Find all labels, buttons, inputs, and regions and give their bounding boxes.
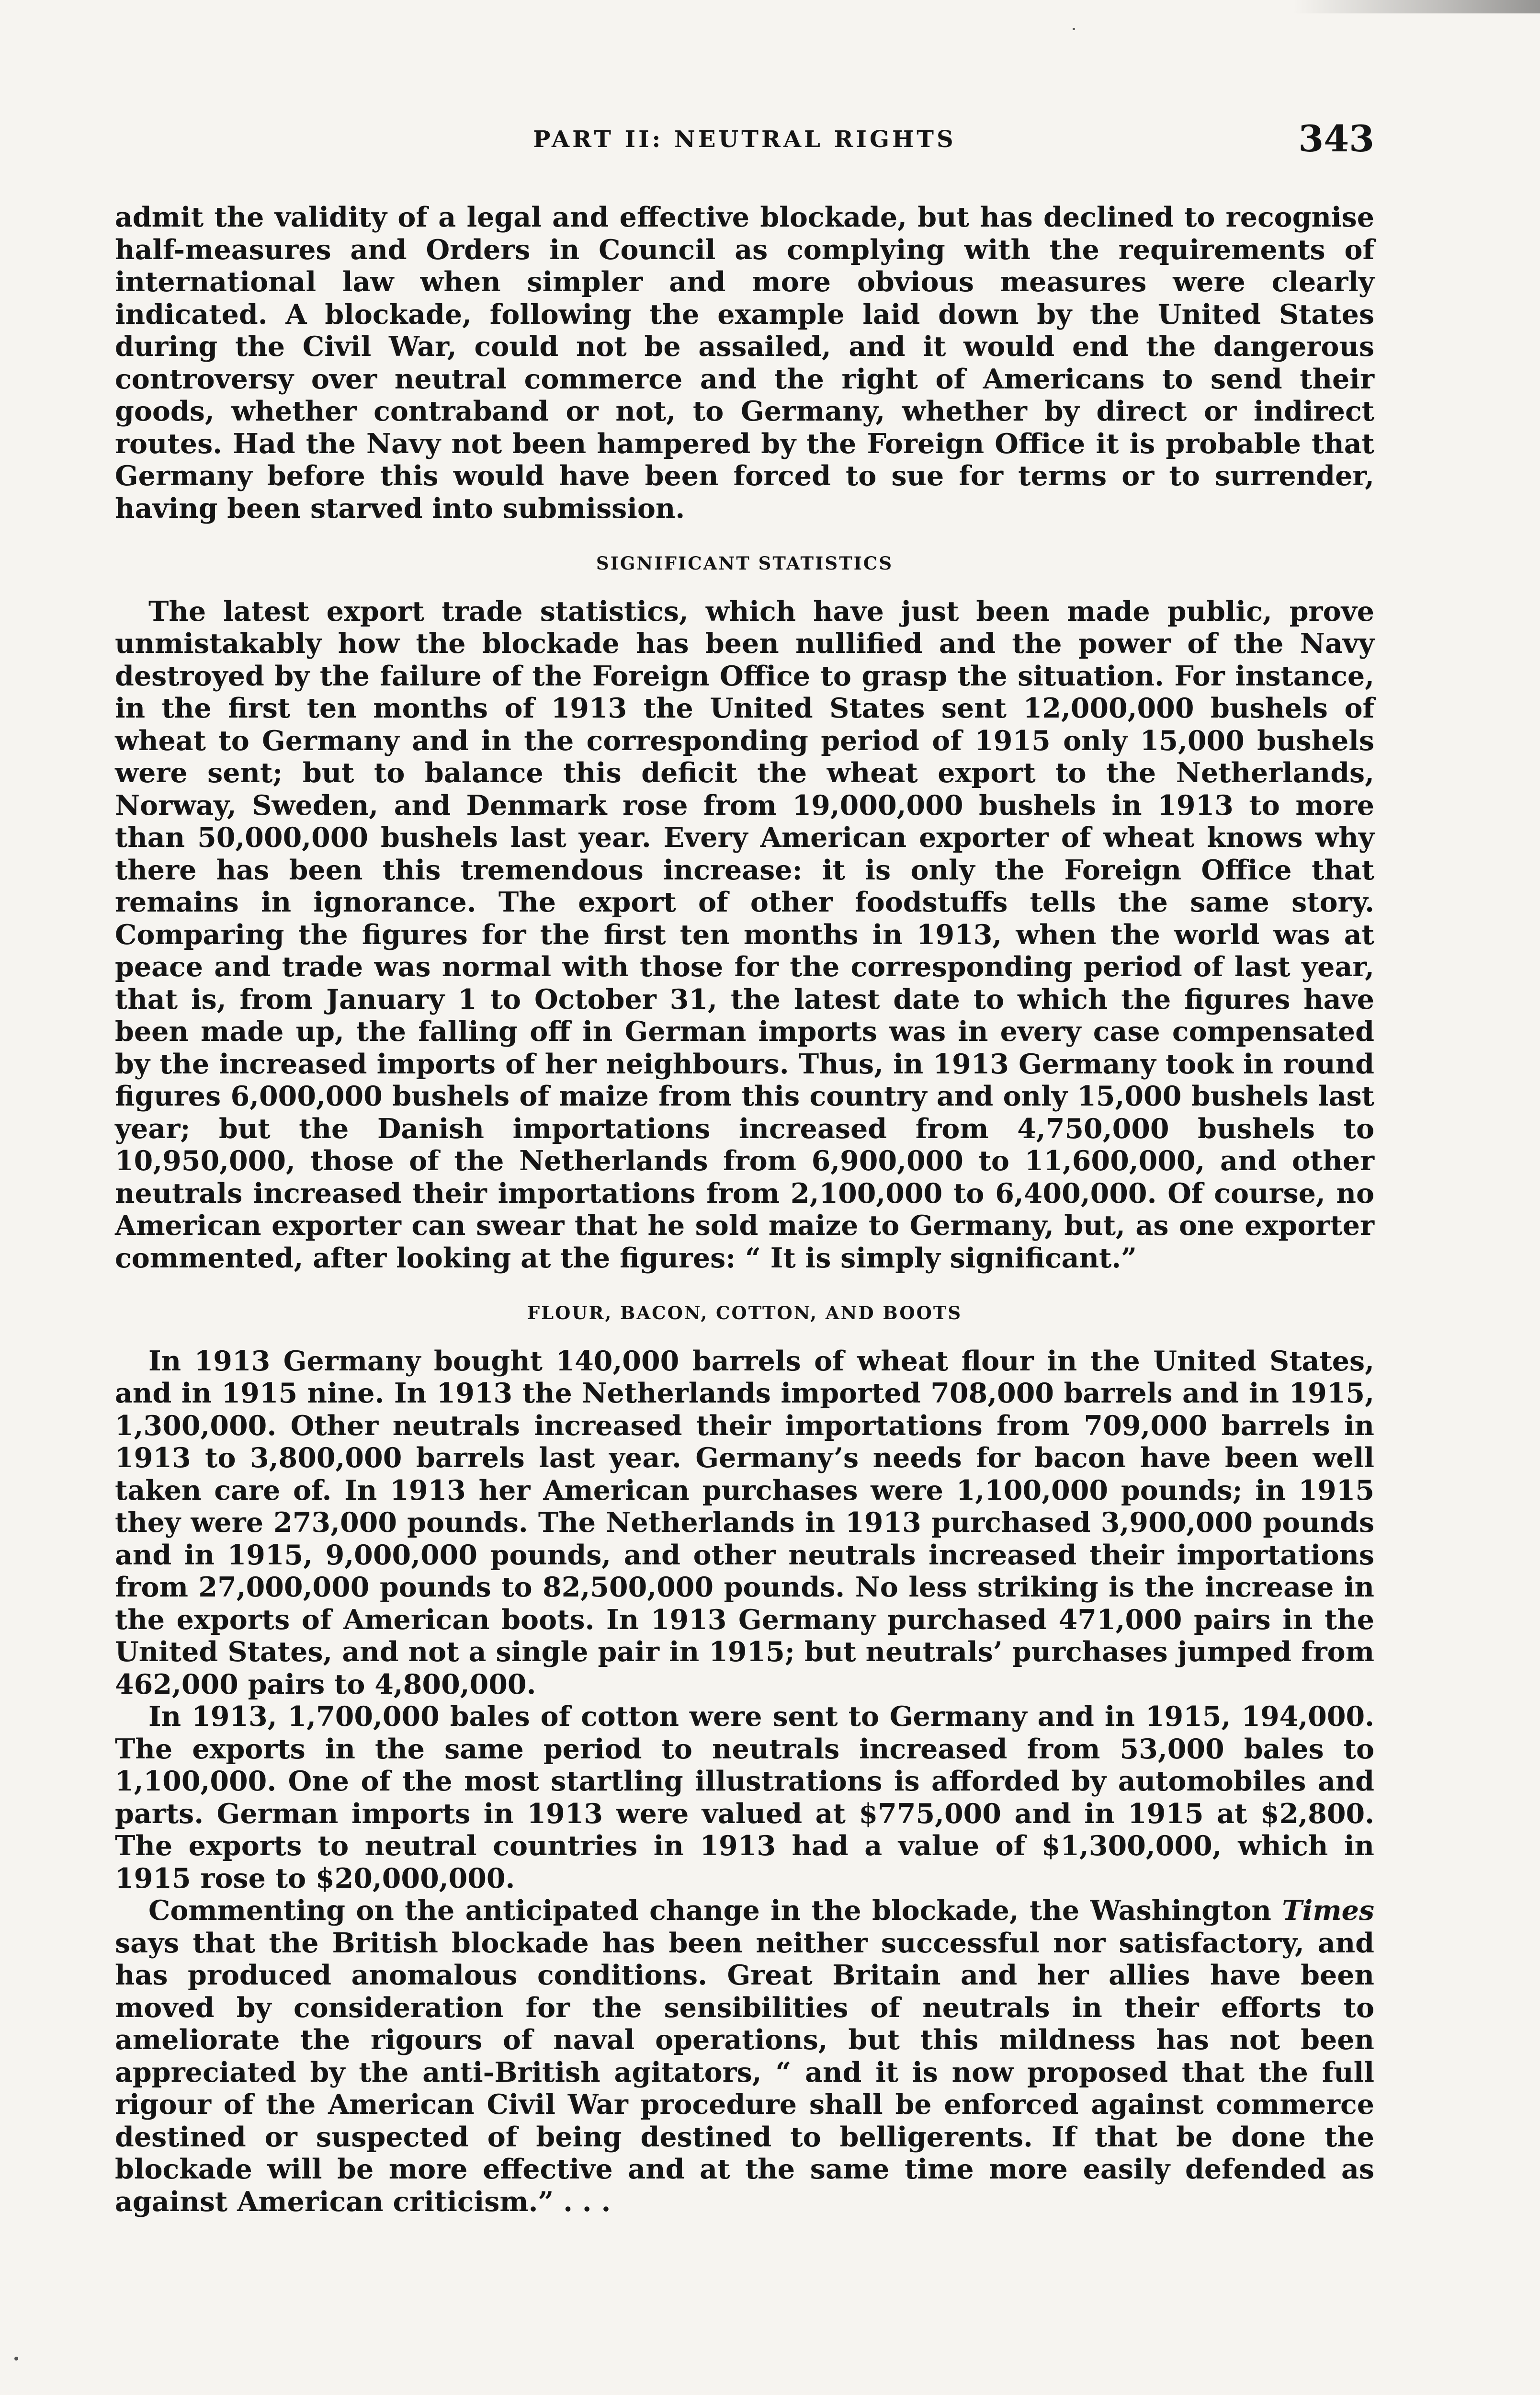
paragraph-washington-times xyxy=(115,1894,1374,2218)
page-header xyxy=(115,117,1374,160)
section-heading-flour-bacon-cotton-boots: FLOUR, BACON, COTTON, AND BOOTS xyxy=(527,1302,962,1323)
scan-speck xyxy=(14,2357,18,2361)
paragraph-flour-bacon-boots: In 1913 Germany bought 140,000 barrels of wheat flour in the United States, and in 1915 nine. In 1913 the Netherlands imported 708,000 barrels and in 1915, 1,300,000. Other neutrals increased their importations from 709,000 barrels in 1913 to 3,800,000 barrels last year. Germany’s needs for bacon have been well taken care of. In 1913 her American purchases were 1,100,000 pounds; in 1915 they were 273,000 pounds. The Netherlands in 1913 purchased 3,900,000 pounds and in 1915, 9,000,000 pounds, and other neutrals increased their importations from 27,000,000 pounds to 82,500,000 pounds. No less striking is the increase in the exports of American boots. In 1913 Germany purchased 471,000 pairs in the United States, and not a single pair in 1915; but neutrals’ purchases jumped from 462,000 pairs to 4,800,000. xyxy=(115,1345,1374,1700)
running-head: PART II: NEUTRAL RIGHTS xyxy=(533,126,956,153)
washington-times-text-rest: says that the British blockade has been neither successful nor satisfactory, and has produced anomalous conditions. Great Britain and her allies have been moved by consideration for the sensibilities of neutrals in their efforts to ameliorate the rigours of naval operations, but this mildness has not been appreciated by the anti-British agitators, “ and it is now proposed that the full rigour of the American Civil War procedure shall be enforced against commerce destined or suspected of being destined to belligerents. If that be done the blockade will be more effective and at the same time more easily defended as against American criticism.” . . . xyxy=(115,1927,1374,2218)
washington-times-text-start: Commenting on the anticipated change in the blockade, the Washington xyxy=(148,1894,1282,1927)
paragraph-export-statistics: The latest export trade statistics, which have just been made public, prove unmistakably how the blockade has been nullified and the power of the Navy destroyed by the failure of the Foreign Office to grasp the situation. For instance, in the first ten months of 1913 the United States sent 12,000,000 bushels of wheat to Germany and in the corresponding period of 1915 only 15,000 bushels were sent; but to balance this deficit the wheat export to the Netherlands, Norway, Sweden, and Denmark rose from 19,000,000 bushels in 1913 to more than 50,000,000 bushels last year. Every American exporter of wheat knows why there has been this tremendous increase: it is only the Foreign Office that remains in ignorance. The export of other foodstuffs tells the same story. Comparing the figures for the first ten months in 1913, when the world was at peace and trade was normal with those for the corresponding period of last year, that is, from January 1 to October 31, the latest date to which the figures have been made up, the falling off in German imports was in every case compensated by the increased imports of her neighbours. Thus, in 1913 Germany took in round figures 6,000,000 bushels of maize from this country and only 15,000 bushels last year; but the Danish importations increased from 4,750,000 bushels to 10,950,000, those of the Netherlands from 6,900,000 to 11,600,000, and other neutrals increased their importations from 2,100,000 to 6,400,000. Of course, no American exporter can swear that he sold maize to Germany, but, as one exporter commented, after looking at the figures: “ It is simply significant.” xyxy=(115,595,1374,1274)
paragraph-blockade-validity: admit the validity of a legal and effective blockade, but has declined to recognise half-measures and Orders in Council as complying with the requirements of international law when simpler and more obvious measures were clearly indicated. A blockade, following the example laid down by the United States during the Civil War, could not be assailed, and it would end the dangerous controversy over neutral commerce and the right of Americans to send their goods, whether contraband or not, to Germany, whether by direct or indirect routes. Had the Navy not been hampered by the Foreign Office it is probable that Germany before this would have been forced to sue for terms or to surrender, having been starved into submission. xyxy=(115,201,1374,525)
body-text xyxy=(115,201,1374,2218)
paragraph-cotton-automobiles: In 1913, 1,700,000 bales of cotton were sent to Germany and in 1915, 194,000. The exports in the same period to neutrals increased from 53,000 bales to 1,100,000. One of the most startling illustrations is afforded by automobiles and parts. German imports in 1913 were valued at $775,000 and in 1915 at $2,800. The exports to neutral countries in 1913 had a value of $1,300,000, which in 1915 rose to $20,000,000. xyxy=(115,1700,1374,1894)
section-heading-significant-statistics: SIGNIFICANT STATISTICS xyxy=(596,553,894,574)
scan-speck xyxy=(1073,28,1075,30)
scan-edge-smudge xyxy=(1293,0,1540,13)
page-number: 343 xyxy=(1298,117,1374,160)
newspaper-name-times: Times xyxy=(1282,1894,1374,1927)
